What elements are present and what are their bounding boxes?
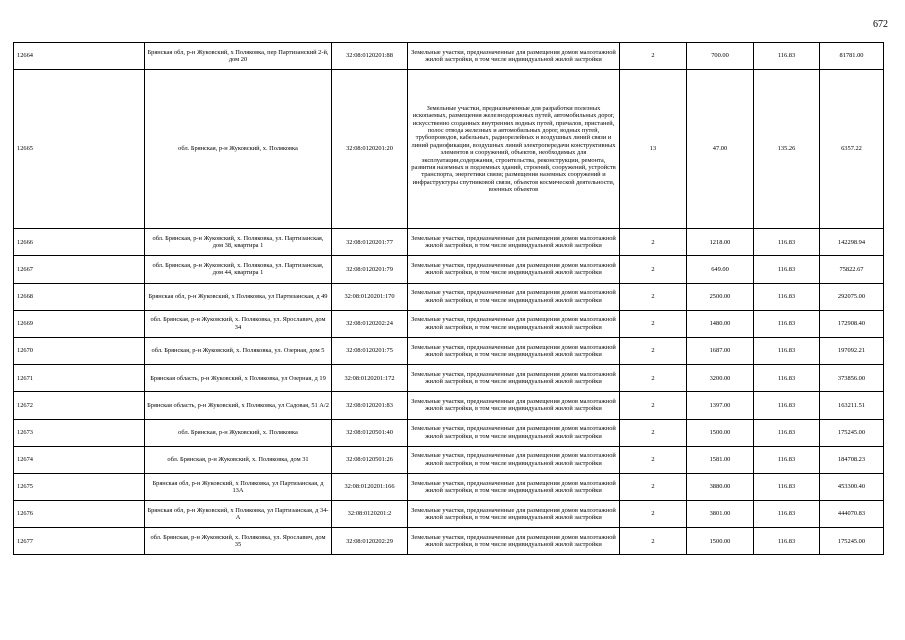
address-cell: обл. Брянская, р-н Жуковский, х. Поляковка, ул. Партизанская, дом 44, квартира 1 — [145, 256, 332, 283]
land-use-cell: Земельные участки, предназначенные для размещения домов малоэтажной жилой застройки, в том числе индивидуальной жилой застройки — [408, 501, 620, 528]
land-use-cell: Земельные участки, предназначенные для размещения домов малоэтажной жилой застройки, в том числе индивидуальной жилой застройки — [408, 310, 620, 337]
table-row — [14, 446, 884, 473]
row-id: 12672 — [14, 392, 145, 419]
cadastral-value-cell: 172908.40 — [820, 310, 884, 337]
cadastral-value-cell: 444070.83 — [820, 501, 884, 528]
table-row — [14, 229, 884, 256]
address-cell: обл. Брянская, р-н Жуковский, х. Поляковка — [145, 70, 332, 229]
cadastral-value-cell: 184708.23 — [820, 446, 884, 473]
land-use-cell: Земельные участки, предназначенные для размещения домов малоэтажной жилой застройки, в том числе индивидуальной жилой застройки — [408, 256, 620, 283]
table-row — [14, 392, 884, 419]
address-cell: обл. Брянская, р-н Жуковский, х. Поляковка, дом 31 — [145, 446, 332, 473]
address-cell: обл. Брянская, р-н Жуковский, х. Поляковка, ул. Партизанская, дом 38, квартира 1 — [145, 229, 332, 256]
rate-cell: 116.83 — [754, 283, 820, 310]
cadastral-value-cell: 6357.22 — [820, 70, 884, 229]
cadastral-value-cell: 175245.00 — [820, 419, 884, 446]
cadastral-number-cell: 32:08:0120202:24 — [332, 310, 408, 337]
row-id: 12668 — [14, 283, 145, 310]
area-cell: 47.00 — [687, 70, 754, 229]
cadastral-number-cell: 32:08:0120201:172 — [332, 365, 408, 392]
cadastral-value-cell: 292075.00 — [820, 283, 884, 310]
cadastral-value-table — [13, 42, 884, 555]
row-id: 12675 — [14, 473, 145, 500]
cadastral-value-cell: 453300.40 — [820, 473, 884, 500]
rate-cell: 116.83 — [754, 392, 820, 419]
table-row — [14, 256, 884, 283]
address-cell: обл. Брянская, р-н Жуковский, х. Поляковка, ул. Озерная, дом 5 — [145, 337, 332, 364]
group-cell: 2 — [620, 392, 687, 419]
cadastral-number-cell: 32:08:0120201:170 — [332, 283, 408, 310]
group-cell: 2 — [620, 365, 687, 392]
land-use-cell: Земельные участки, предназначенные для размещения домов малоэтажной жилой застройки, в том числе индивидуальной жилой застройки — [408, 365, 620, 392]
group-cell: 2 — [620, 43, 687, 70]
row-id: 12670 — [14, 337, 145, 364]
rate-cell: 135.26 — [754, 70, 820, 229]
cadastral-value-cell: 175245.00 — [820, 528, 884, 555]
group-cell: 2 — [620, 337, 687, 364]
table-row — [14, 43, 884, 70]
group-cell: 2 — [620, 473, 687, 500]
land-use-cell: Земельные участки, предназначенные для разработки полезных ископаемых, размещения железнодорожных путей, автомобильных дорог, искусственно созданных внутренних водных путей, причалов, пристаней, полос отвода железных и автомобильных дорог, водных путей, трубопроводов, кабельных, радиорелейных и воздушных линий связи и линий радиофикации, воздушных линий электропередачи конструктивных элементов и сооружений, объектов, необходимых для эксплуатации,содержания, строительства, реконструкции, ремонта, развития наземных и подземных зданий, строений, сооружений, устройств транспорта, энергетики связи; размещения наземных сооружений и инфраструктуры спутниковой связи, объектов космической деятельности, военных объектов — [408, 70, 620, 229]
group-cell: 2 — [620, 419, 687, 446]
area-cell: 1500.00 — [687, 528, 754, 555]
table-row — [14, 473, 884, 500]
address-cell: обл. Брянская, р-н Жуковский, х. Поляковка — [145, 419, 332, 446]
cadastral-number-cell: 32:08:0120501:40 — [332, 419, 408, 446]
cadastral-value-cell: 163211.51 — [820, 392, 884, 419]
group-cell: 2 — [620, 256, 687, 283]
address-cell: Брянская обл, р-н Жуковский, х Поляковка, ул Партизанская, д 49 — [145, 283, 332, 310]
cadastral-number-cell: 32:08:0120201:83 — [332, 392, 408, 419]
area-cell: 1480.00 — [687, 310, 754, 337]
group-cell: 13 — [620, 70, 687, 229]
row-id: 12676 — [14, 501, 145, 528]
rate-cell: 116.83 — [754, 337, 820, 364]
rate-cell: 116.83 — [754, 473, 820, 500]
cadastral-value-cell: 75822.67 — [820, 256, 884, 283]
land-use-cell: Земельные участки, предназначенные для размещения домов малоэтажной жилой застройки, в том числе индивидуальной жилой застройки — [408, 419, 620, 446]
area-cell: 1218.00 — [687, 229, 754, 256]
row-id: 12677 — [14, 528, 145, 555]
row-id: 12665 — [14, 70, 145, 229]
table-row — [14, 70, 884, 229]
row-id: 12664 — [14, 43, 145, 70]
land-use-cell: Земельные участки, предназначенные для размещения домов малоэтажной жилой застройки, в том числе индивидуальной жилой застройки — [408, 229, 620, 256]
land-use-cell: Земельные участки, предназначенные для размещения домов малоэтажной жилой застройки, в том числе индивидуальной жилой застройки — [408, 337, 620, 364]
row-id: 12667 — [14, 256, 145, 283]
address-cell: обл. Брянская, р-н Жуковский, х. Поляковка, ул. Ярославич, дом 35 — [145, 528, 332, 555]
land-use-cell: Земельные участки, предназначенные для размещения домов малоэтажной жилой застройки, в том числе индивидуальной жилой застройки — [408, 283, 620, 310]
address-cell: обл. Брянская, р-н Жуковский, х. Поляковка, ул. Ярославич, дом 34 — [145, 310, 332, 337]
area-cell: 649.00 — [687, 256, 754, 283]
table-row — [14, 310, 884, 337]
group-cell: 2 — [620, 446, 687, 473]
land-use-cell: Земельные участки, предназначенные для размещения домов малоэтажной жилой застройки, в том числе индивидуальной жилой застройки — [408, 528, 620, 555]
table-row — [14, 528, 884, 555]
cadastral-number-cell: 32:08:0120201:79 — [332, 256, 408, 283]
land-use-cell: Земельные участки, предназначенные для размещения домов малоэтажной жилой застройки, в том числе индивидуальной жилой застройки — [408, 392, 620, 419]
table-row — [14, 501, 884, 528]
cadastral-value-cell: 81781.00 — [820, 43, 884, 70]
cadastral-number-cell: 32:08:0120501:26 — [332, 446, 408, 473]
table-row — [14, 365, 884, 392]
rate-cell: 116.83 — [754, 528, 820, 555]
address-cell: Брянская обл, р-н Жуковский, х Поляковка, ул Партизанская, д 13А — [145, 473, 332, 500]
table-row — [14, 283, 884, 310]
cadastral-value-cell: 373856.00 — [820, 365, 884, 392]
cadastral-number-cell: 32:08:0120201:75 — [332, 337, 408, 364]
cadastral-number-cell: 32:08:0120201:20 — [332, 70, 408, 229]
row-id: 12671 — [14, 365, 145, 392]
cadastral-number-cell: 32:08:0120201:77 — [332, 229, 408, 256]
cadastral-number-cell: 32:08:0120201:88 — [332, 43, 408, 70]
area-cell: 1397.00 — [687, 392, 754, 419]
address-cell: Брянская обл, р-н Жуковский, х Поляковка, пер Партизанский 2-й, дом 20 — [145, 43, 332, 70]
rate-cell: 116.83 — [754, 43, 820, 70]
area-cell: 3880.00 — [687, 473, 754, 500]
cadastral-number-cell: 32:08:0120202:29 — [332, 528, 408, 555]
area-cell: 2500.00 — [687, 283, 754, 310]
rate-cell: 116.83 — [754, 229, 820, 256]
group-cell: 2 — [620, 310, 687, 337]
address-cell: Брянская обл, р-н Жуковский, х Поляковка, ул Партизанская, д 34-А — [145, 501, 332, 528]
cadastral-number-cell: 32:08:0120201:166 — [332, 473, 408, 500]
rate-cell: 116.83 — [754, 446, 820, 473]
group-cell: 2 — [620, 229, 687, 256]
area-cell: 3801.00 — [687, 501, 754, 528]
land-use-cell: Земельные участки, предназначенные для размещения домов малоэтажной жилой застройки, в том числе индивидуальной жилой застройки — [408, 446, 620, 473]
cadastral-value-cell: 197092.21 — [820, 337, 884, 364]
area-cell: 1581.00 — [687, 446, 754, 473]
address-cell: Брянская область, р-н Жуковский, х Поляковка, ул Озерная, д 19 — [145, 365, 332, 392]
land-use-cell: Земельные участки, предназначенные для размещения домов малоэтажной жилой застройки, в том числе индивидуальной жилой застройки — [408, 473, 620, 500]
area-cell: 3200.00 — [687, 365, 754, 392]
group-cell: 2 — [620, 528, 687, 555]
cadastral-number-cell: 32:08:0120201:2 — [332, 501, 408, 528]
area-cell: 1500.00 — [687, 419, 754, 446]
rate-cell: 116.83 — [754, 419, 820, 446]
table-row — [14, 337, 884, 364]
row-id: 12674 — [14, 446, 145, 473]
area-cell: 700.00 — [687, 43, 754, 70]
rate-cell: 116.83 — [754, 256, 820, 283]
cadastral-value-cell: 142298.94 — [820, 229, 884, 256]
row-id: 12673 — [14, 419, 145, 446]
rate-cell: 116.83 — [754, 501, 820, 528]
row-id: 12666 — [14, 229, 145, 256]
table-row — [14, 419, 884, 446]
group-cell: 2 — [620, 283, 687, 310]
area-cell: 1687.00 — [687, 337, 754, 364]
page-number: 672 — [873, 19, 888, 30]
rate-cell: 116.83 — [754, 365, 820, 392]
row-id: 12669 — [14, 310, 145, 337]
address-cell: Брянская область, р-н Жуковский, х Поляковка, ул Садовая, 51 А/2 — [145, 392, 332, 419]
land-use-cell: Земельные участки, предназначенные для размещения домов малоэтажной жилой застройки, в том числе индивидуальной жилой застройки — [408, 43, 620, 70]
rate-cell: 116.83 — [754, 310, 820, 337]
group-cell: 2 — [620, 501, 687, 528]
